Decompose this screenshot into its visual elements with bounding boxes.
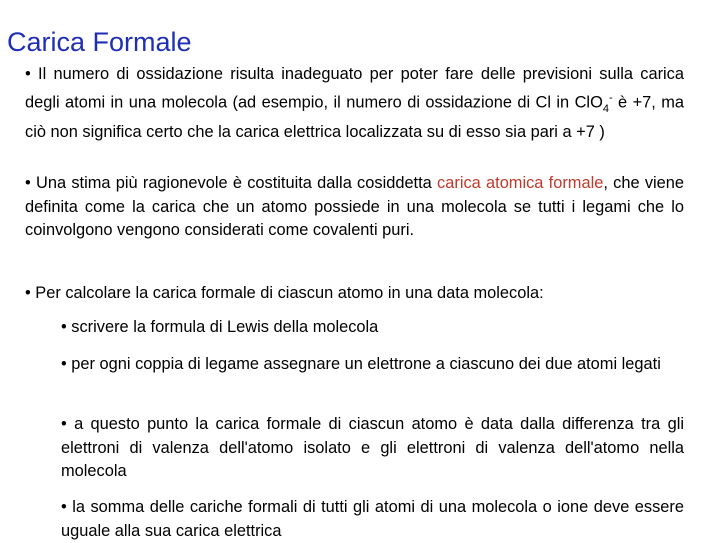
paragraph-text: , che viene definita come la carica che un atomo possiede in una molecola se tutti i legami che lo coinvolgono vengono considerati come covalenti puri. bbox=[25, 174, 685, 239]
subscript: 4 bbox=[602, 102, 609, 115]
superscript: - bbox=[608, 91, 613, 104]
paragraph-procedure-intro: • Per calcolare la carica formale di ciascun atomo in una data molecola: bbox=[25, 284, 544, 302]
paragraph-text: • Una stima più ragionevole è costituita dalla cosiddetta bbox=[25, 174, 438, 192]
step-item: • a questo punto la carica formale di ciascun atomo è data dalla differenza tra gli elettroni di valenza dell'atomo isolato e gli elettroni di valenza dell'atomo nella molecola bbox=[61, 415, 684, 480]
paragraph-text: • Il numero di ossidazione risulta inadeguato per poter fare delle previsioni sulla carica degli atomi in una molecola (ad esempio, il numero di ossidazione di Cl in ClO bbox=[25, 65, 684, 111]
step-item: • la somma delle cariche formali di tutti gli atomi di una molecola o ione deve essere uguale alla sua carica elettrica bbox=[61, 498, 684, 540]
paragraph-formal-charge-definition bbox=[25, 172, 684, 243]
step-item: • per ogni coppia di legame assegnare un elettrone a ciascuno dei due atomi legati bbox=[61, 355, 661, 373]
highlighted-term: carica atomica formale bbox=[437, 174, 604, 192]
paragraph-oxidation-number bbox=[25, 63, 684, 144]
step-item: • scrivere la formula di Lewis della molecola bbox=[61, 318, 379, 336]
paragraph-text: è +7, ma ciò non significa certo che la carica elettrica localizzata su di esso sia pari a +7 ) bbox=[25, 92, 684, 141]
slide-title: Carica Formale bbox=[7, 27, 192, 57]
